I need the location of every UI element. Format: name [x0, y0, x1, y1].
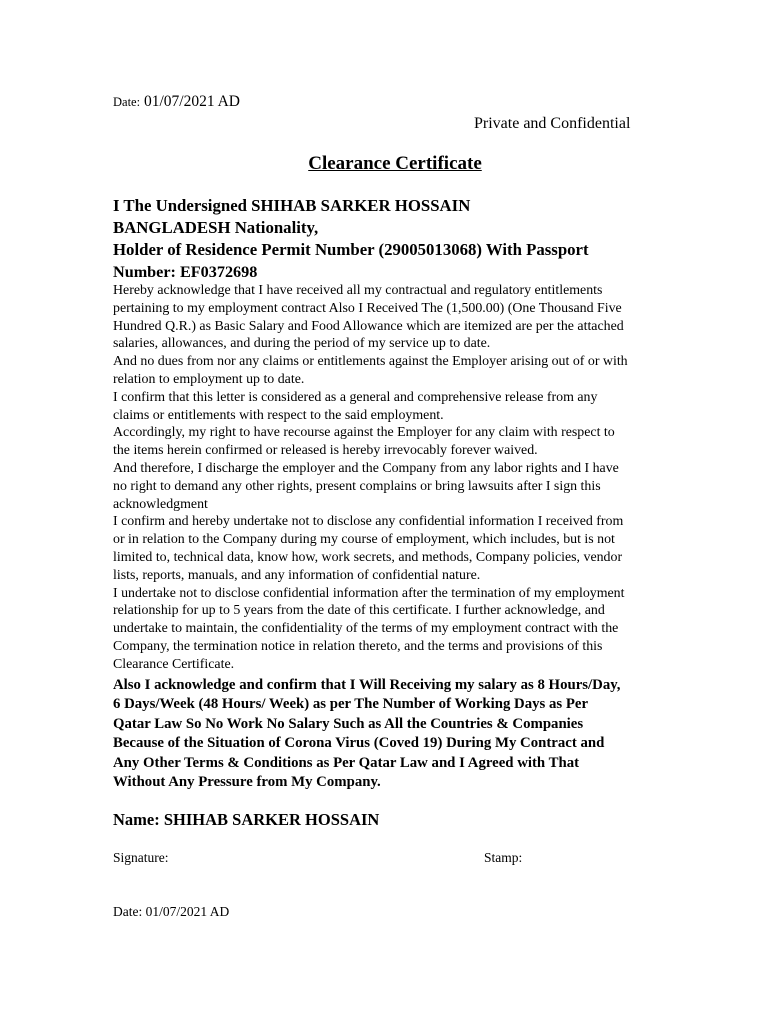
body-line: pertaining to my employment contract Also I Received The (1,500.00) (One Thousand Five: [113, 300, 622, 316]
body-line: Accordingly, my right to have recourse against the Employer for any claim with respect to: [113, 425, 615, 441]
body-line: lists, reports, manuals, and any information of confidential nature.: [113, 567, 481, 583]
body-line: Hereby acknowledge that I have received all my contractual and regulatory entitlements: [113, 283, 603, 298]
body-line: Clearance Certificate.: [113, 656, 235, 672]
body-line: I confirm that this letter is considered as a general and comprehensive release from any: [113, 389, 598, 405]
signature-label: Signature:: [113, 850, 169, 865]
bold-line: Because of the Situation of Corona Virus (Coved 19) During My Contract and: [113, 735, 605, 752]
body-line: or in relation to the Company during my course of employment, which includes, but is not: [113, 532, 615, 548]
confidential-note: Private and Confidential: [474, 115, 631, 132]
declaration-line: Holder of Residence Permit Number (29005013068) With Passport: [113, 240, 589, 259]
body-line: Company, the termination notice in relation thereto, and the terms and provisions of this: [113, 638, 603, 654]
body-line: undertake to maintain, the confidentiality of the terms of my employment contract with the: [113, 621, 619, 637]
document-title: [0, 153, 768, 175]
body-line: I confirm and hereby undertake not to disclose any confidential information I received from: [113, 514, 624, 530]
declaration-line: BANGLADESH Nationality,: [113, 218, 319, 237]
body-line: limited to, technical data, know how, work secrets, and methods, Company policies, vendor: [113, 549, 623, 565]
employee-name: Name: SHIHAB SARKER HOSSAIN: [113, 810, 380, 829]
declaration-line: Number: EF0372698: [113, 263, 258, 281]
header-date-label: Date:: [113, 95, 141, 109]
bold-line: Also I acknowledge and confirm that I Will Receiving my salary as 8 Hours/Day,: [113, 677, 621, 693]
body-line: acknowledgment: [113, 496, 208, 512]
body-line: relationship for up to 5 years from the date of this certificate. I further acknowledge, and: [113, 603, 605, 619]
bold-line: 6 Days/Week (48 Hours/ Week) as per The Number of Working Days as Per: [113, 696, 589, 713]
body-line: the items herein confirmed or released is hereby irrevocably forever waived.: [113, 443, 538, 459]
acknowledgment-bold-paragraph: [113, 676, 621, 792]
bold-line: Any Other Terms & Conditions as Per Qatar Law and I Agreed with That: [113, 754, 580, 771]
stamp-label: Stamp:: [484, 850, 523, 865]
body-line: salaries, allowances, and during the period of my service up to date.: [113, 336, 491, 352]
bold-line: Qatar Law So No Work No Salary Such as All the Countries & Companies: [113, 715, 584, 732]
header-date-value: 01/07/2021 AD: [143, 93, 240, 110]
body-line: no right to demand any other rights, present complains or bring lawsuits after I sign this: [113, 478, 601, 494]
declaration-line: I The Undersigned SHIHAB SARKER HOSSAIN: [113, 196, 471, 215]
body-paragraphs: [113, 282, 683, 674]
body-line: And therefore, I discharge the employer and the Company from any labor rights and I have: [113, 460, 619, 476]
body-line: relation to employment up to date.: [113, 371, 305, 387]
footer-date: Date: 01/07/2021 AD: [113, 904, 230, 919]
document-title-text: Clearance Certificate: [308, 153, 482, 174]
body-line: claims or entitlements with respect to the said employment.: [113, 407, 444, 423]
header-date: [113, 93, 240, 111]
bold-line: Without Any Pressure from My Company.: [113, 774, 381, 791]
body-line: I undertake not to disclose confidential information after the termination of my employment: [113, 585, 625, 601]
body-line: Hundred Q.R.) as Basic Salary and Food Allowance which are itemized are per the attached: [113, 318, 624, 334]
body-line: And no dues from nor any claims or entitlements against the Employer arising out of or with: [113, 354, 628, 370]
